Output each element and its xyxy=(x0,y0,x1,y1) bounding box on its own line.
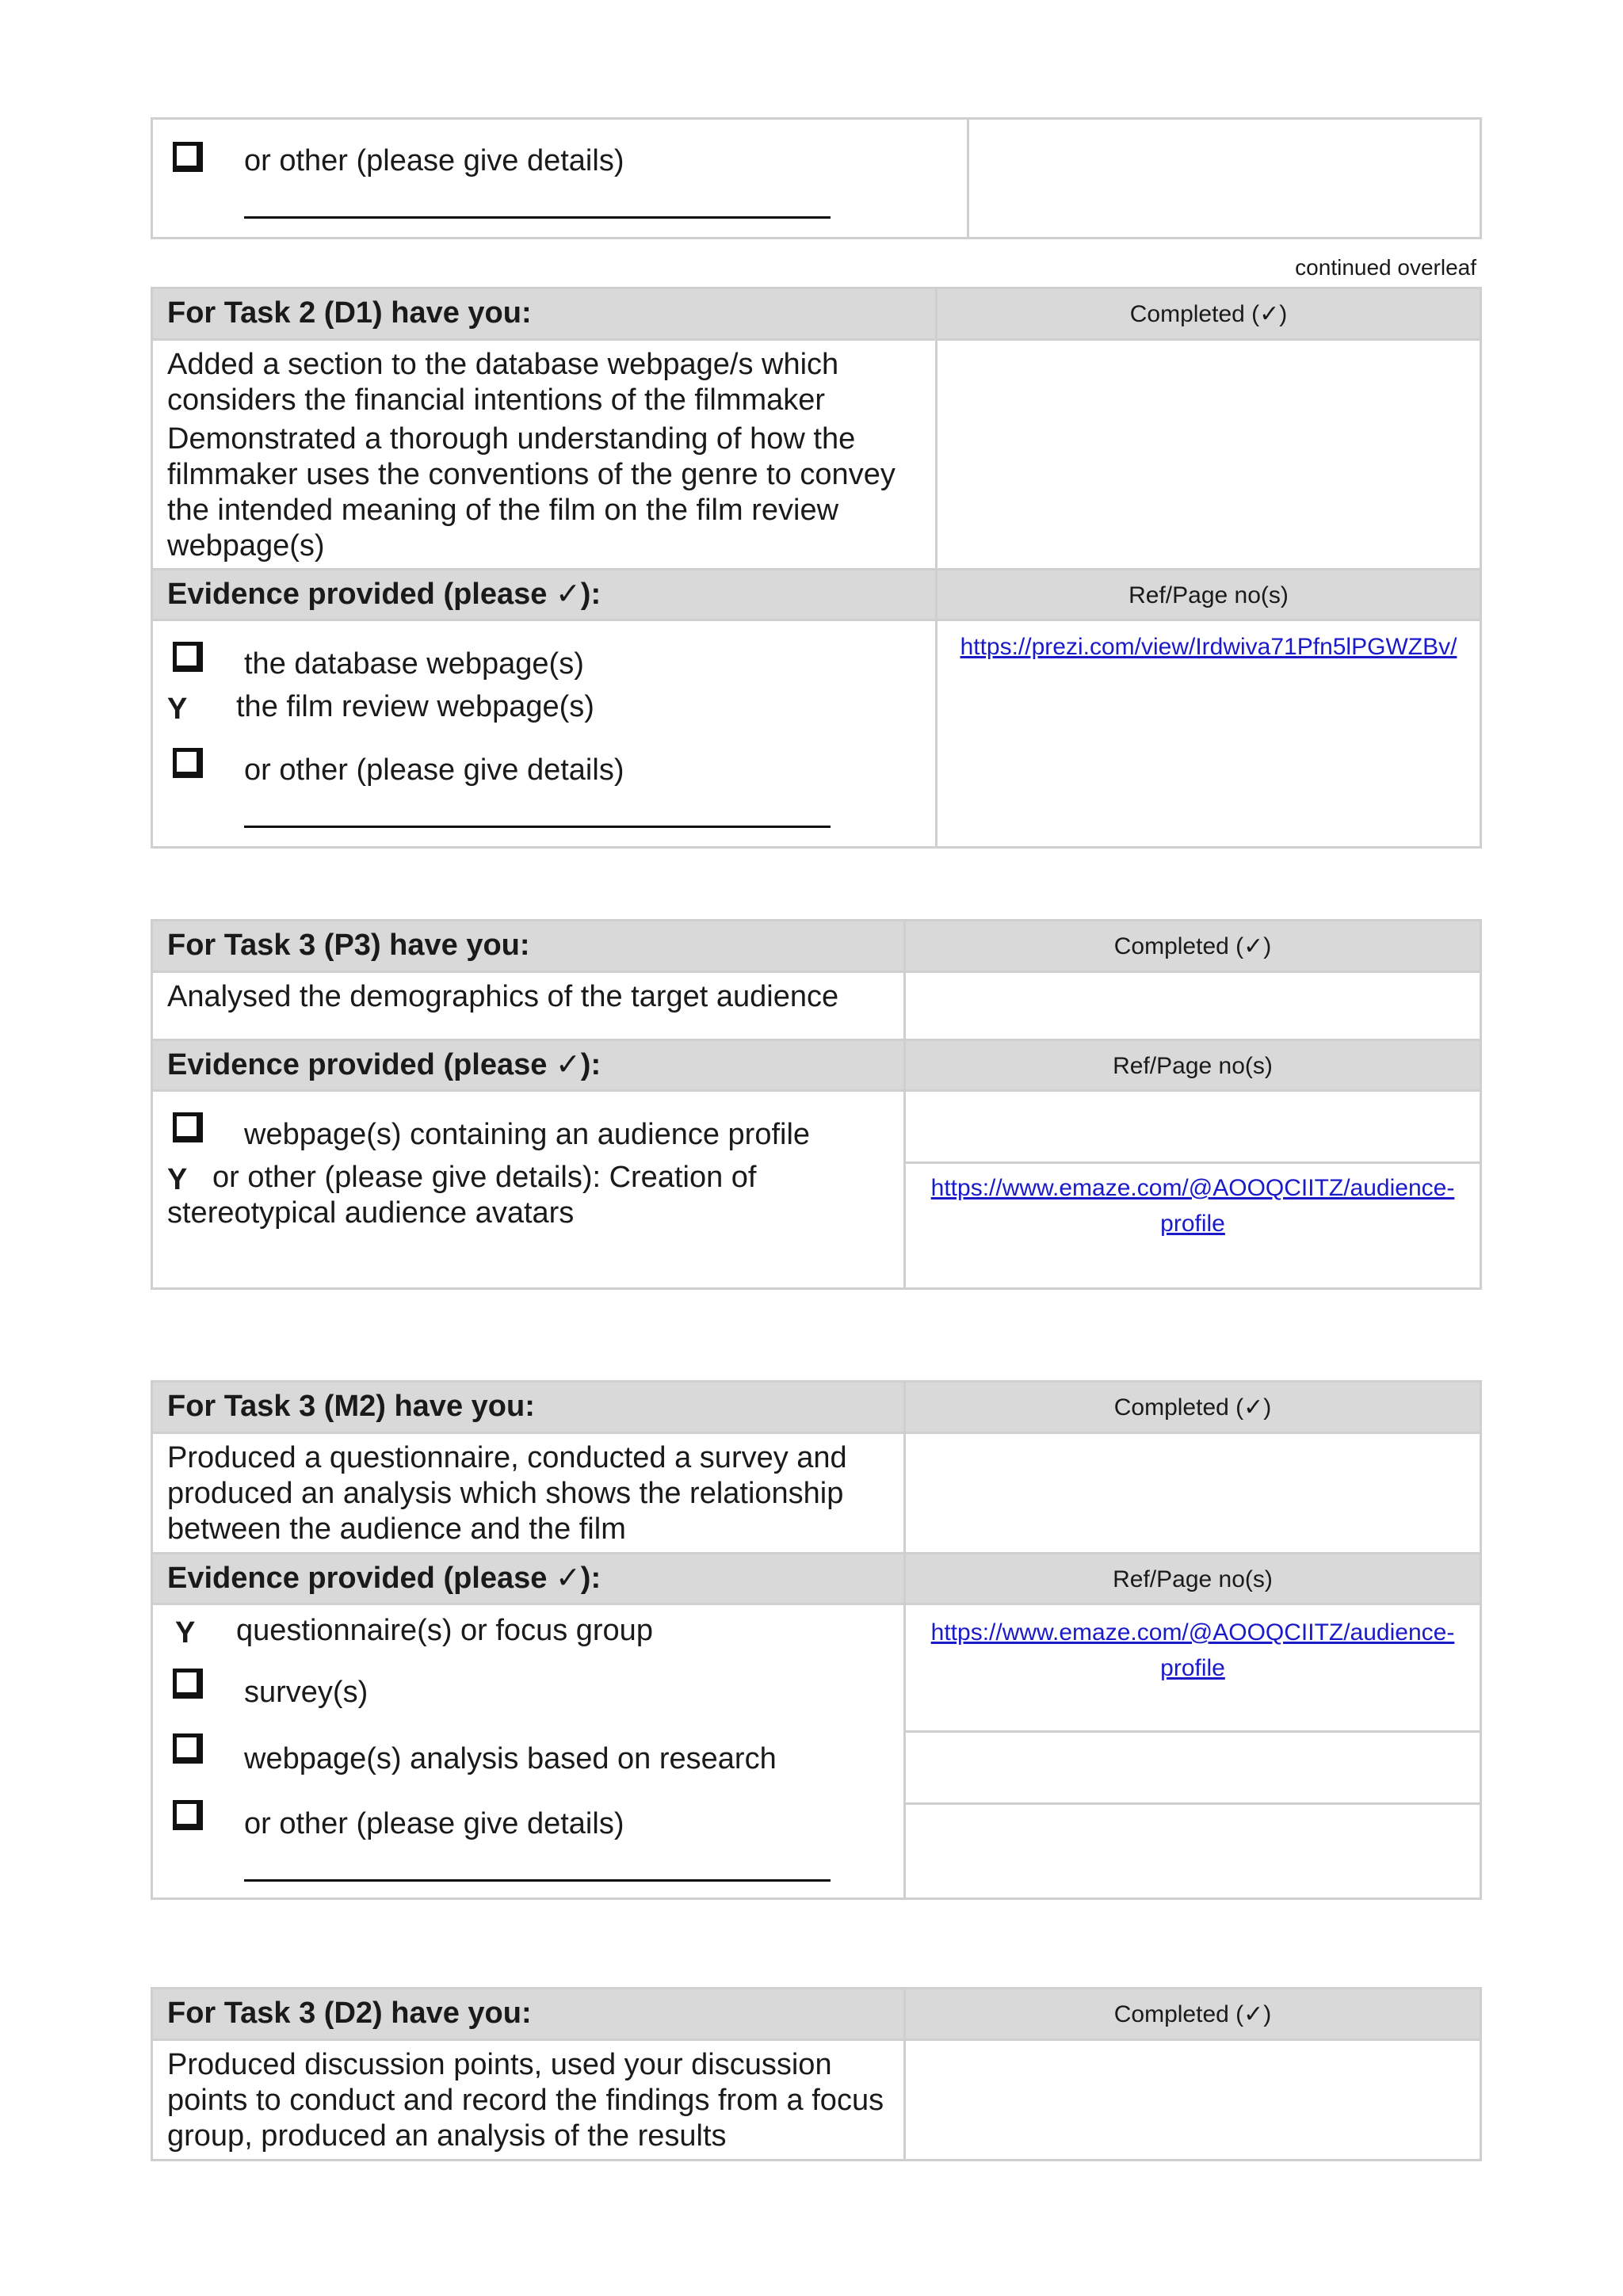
task3-m2-table xyxy=(151,1380,1482,1900)
m2-heading: For Task 3 (M2) have you: xyxy=(153,1383,906,1432)
checkbox-icon[interactable] xyxy=(173,642,203,672)
m2-ref-cell-3[interactable] xyxy=(906,1802,1480,1897)
m2-item-other: or other (please give details) xyxy=(244,1807,624,1840)
m2-y-mark: Y xyxy=(175,1616,196,1650)
p3-item-audience-profile: webpage(s) containing an audience profile xyxy=(244,1118,811,1151)
p3-item-other-text: or other (please give details): Creation of stereotypical audience avatars xyxy=(167,1161,757,1230)
d1-item-film-review: the film review webpage(s) xyxy=(236,690,594,723)
d2-heading: For Task 3 (D2) have you: xyxy=(153,1989,906,2039)
continued-note: continued overleaf xyxy=(1295,255,1476,280)
d1-heading: For Task 2 (D1) have you: xyxy=(153,289,938,338)
p3-ref-cell-1[interactable] xyxy=(906,1092,1480,1161)
m2-emaze-link[interactable]: https://www.emaze.com/@AOOQCIITZ/audience- xyxy=(930,1619,1455,1646)
d1-evidence-heading: Evidence provided (please ✓): xyxy=(153,570,938,619)
p3-emaze-link-cont[interactable]: profile xyxy=(1160,1211,1225,1237)
p3-emaze-link[interactable]: https://www.emaze.com/@AOOQCIITZ/audience- xyxy=(930,1175,1455,1201)
p3-evidence-heading: Evidence provided (please ✓): xyxy=(153,1041,906,1089)
checkbox-icon[interactable] xyxy=(173,748,203,778)
m2-completed-heading: Completed (✓) xyxy=(1113,1394,1272,1421)
checkbox-icon[interactable] xyxy=(173,1800,203,1830)
p3-criteria: Analysed the demographics of the target audience xyxy=(153,973,906,1039)
m2-item-analysis: webpage(s) analysis based on research xyxy=(244,1742,777,1775)
d2-criteria: Produced discussion points, used your discussion points to conduct and record the findings from a focus group, produced an analysis of the results xyxy=(153,2041,906,2159)
d2-completed-cell[interactable] xyxy=(906,2041,1480,2159)
checkbox-icon[interactable] xyxy=(173,1669,203,1699)
p3-heading: For Task 3 (P3) have you: xyxy=(153,921,906,971)
m2-ref-heading: Ref/Page no(s) xyxy=(1113,1566,1273,1592)
m2-criteria: Produced a questionnaire, conducted a survey and produced an analysis which shows the relationship between the audience and the film xyxy=(153,1434,906,1552)
details-line xyxy=(244,826,831,828)
d1-prezi-link[interactable]: https://prezi.com/view/Irdwiva71Pfn5lPGWZBv/ xyxy=(960,634,1457,660)
task2-d1-table xyxy=(151,287,1482,849)
p3-completed-heading: Completed (✓) xyxy=(1113,933,1272,959)
checkbox-icon[interactable] xyxy=(173,1112,203,1142)
d1-criteria-2: Demonstrated a thorough understanding of how the filmmaker uses the conventions of the genre to convey the intended meaning of the film on the film review webpage(s) xyxy=(167,422,896,563)
m2-completed-cell[interactable] xyxy=(906,1434,1480,1552)
d1-completed-heading: Completed (✓) xyxy=(1129,301,1288,327)
d1-item-database: the database webpage(s) xyxy=(244,647,584,681)
task3-p3-table xyxy=(151,919,1482,1290)
details-line xyxy=(244,216,831,219)
task3-d2-table xyxy=(151,1987,1482,2161)
d1-criteria-1: Added a section to the database webpage/s which considers the financial intentions of the filmmaker xyxy=(167,348,839,417)
p3-y-mark: Y xyxy=(167,1163,188,1196)
ref-cell[interactable] xyxy=(969,120,1480,237)
d1-item-other: or other (please give details) xyxy=(244,753,624,787)
m2-item-survey: survey(s) xyxy=(244,1676,369,1709)
d2-completed-heading: Completed (✓) xyxy=(1113,2001,1272,2027)
p3-completed-cell[interactable] xyxy=(906,973,1480,1039)
checkbox-icon[interactable] xyxy=(173,1733,203,1764)
d1-y-mark: Y xyxy=(167,692,188,726)
details-line xyxy=(244,1879,831,1882)
m2-evidence-heading: Evidence provided (please ✓): xyxy=(153,1554,906,1603)
top-fragment-table xyxy=(151,117,1482,239)
d1-completed-cell[interactable] xyxy=(938,341,1480,568)
checkbox-icon[interactable] xyxy=(173,142,203,172)
p3-item-other xyxy=(167,1160,817,1231)
m2-ref-cell-2[interactable] xyxy=(906,1730,1480,1802)
d1-ref-heading: Ref/Page no(s) xyxy=(1128,582,1289,608)
m2-item-questionnaire: questionnaire(s) or focus group xyxy=(236,1614,653,1647)
p3-ref-heading: Ref/Page no(s) xyxy=(1113,1053,1273,1079)
m2-emaze-link-cont[interactable]: profile xyxy=(1160,1655,1225,1681)
other-details-label: or other (please give details) xyxy=(244,144,624,177)
